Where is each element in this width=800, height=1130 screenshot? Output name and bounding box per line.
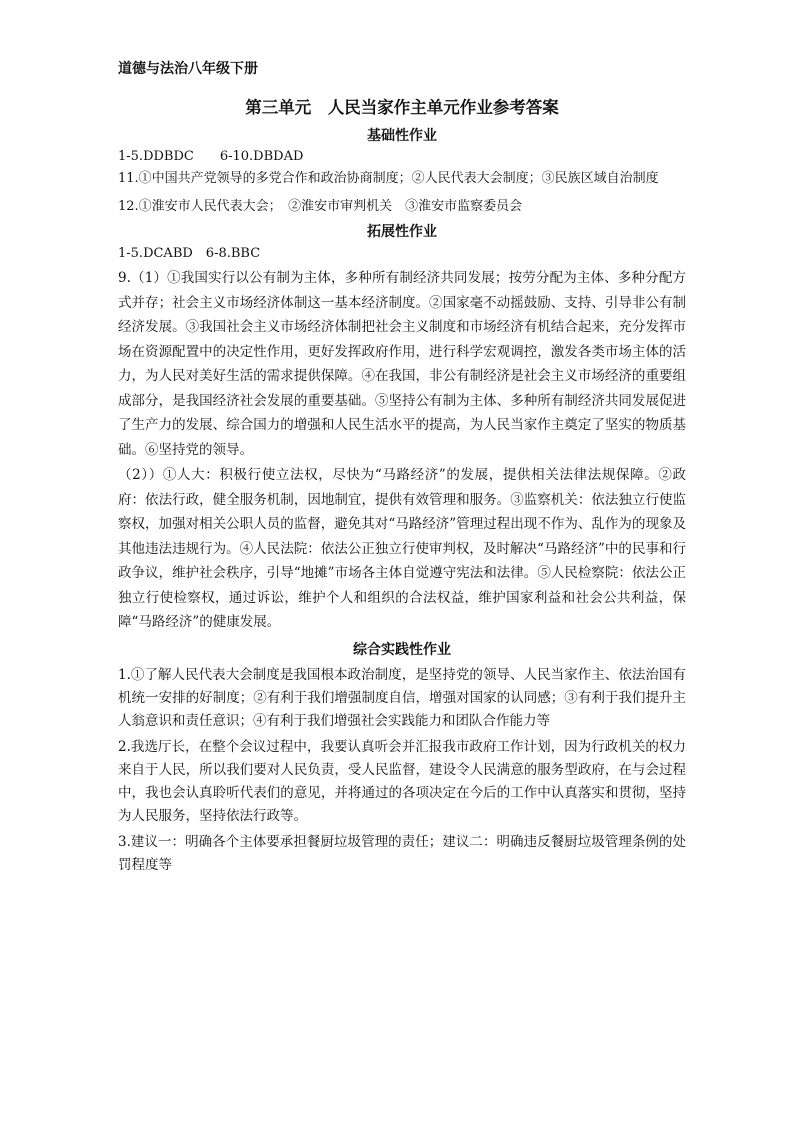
document-title: 第三单元 人民当家作主单元作业参考答案 <box>245 98 559 117</box>
section-extended <box>118 219 686 635</box>
section-heading-extended: 拓展性作业 <box>367 224 437 240</box>
answer-paragraph: 3.建议一：明确各个主体要承担餐厨垃圾管理的责任；建议二：明确违反餐厨垃圾管理条例的处罚程度等 <box>118 833 686 873</box>
section-heading-practice: 综合实践性作业 <box>353 641 451 658</box>
answer-paragraph: 1.①了解人民代表大会制度是我国根本政治制度，是坚持党的领导、人民当家作主、依法治国有机统一安排的好制度；②有利于我们增强制度自信，增强对国家的认同感；③有利于我们提升主人翁意识和责任意识；④有利于我们增强社会实践能力和团队合作能力等 <box>118 666 686 729</box>
section-basic <box>118 123 686 216</box>
section-practice <box>118 637 686 877</box>
section-heading-basic: 基础性作业 <box>367 128 437 144</box>
answer-line: 1-5.DDBDC 6-10.DBDAD <box>118 149 304 164</box>
answer-paragraph: （2））①人大：积极行使立法权，尽快为“马路经济”的发展，提供相关法律法规保障。②政府：依法行政，健全服务机制，因地制宜，提供有效管理和服务。③监察机关：依法独立行使监察权，加强对相关公职人员的监督，避免其对“马路经济”管理过程出现不作为、乱作为的现象及其他违法违规行为。④人民法院：依法公正独立行使审判权，及时解决“马路经济”中的民事和行政争议，维护社会秩序，引导“地摊”市场各主体自觉遵守宪法和法律。⑤人民检察院：依法公正独立行使检察权，通过诉讼，维护个人和组织的合法权益，维护国家利益和社会公共利益，保障“马路经济”的健康发展。 <box>118 467 686 630</box>
answer-paragraph: 2.我选厅长，在整个会议过程中，我要认真听会并汇报我市政府工作计划，因为行政机关的权力来自于人民，所以我们要对人民负责，受人民监督，建设令人民满意的服务型政府，在与会过程中，我也会认真聆听代表们的意见，并将通过的各项决定在今后的工作中认真落实和贯彻，坚持为人民服务，坚持依法行政等。 <box>118 738 686 824</box>
answer-line: 1-5.DCABD 6-8.BBC <box>118 246 261 261</box>
answer-line: 11.①中国共产党领导的多党合作和政治协商制度；②人民代表大会制度；③民族区域自治制度 <box>118 171 659 186</box>
book-header: 道德与法治八年级下册 <box>118 61 258 77</box>
answer-paragraph: 9.（1）①我国实行以公有制为主体，多种所有制经济共同发展；按劳分配为主体、多种分配方式并存；社会主义市场经济体制这一基本经济制度。②国家毫不动摇鼓励、支持、引导非公有制经济发展。③我国社会主义市场经济体制把社会主义制度和市场经济有机结合起来，充分发挥市场在资源配置中的决定性作用，更好发挥政府作用，进行科学宏观调控，激发各类市场主体的活力，为人民对美好生活的需求提供保障。④在我国，非公有制经济是社会主义市场经济的重要组成部分，是我国经济社会发展的重要基础。⑤坚持公有制为主体、多种所有制经济共同发展促进了生产力的发展、综合国力的增强和人民生活水平的提高，为人民当家作主奠定了坚实的物质基础。⑥坚持党的领导。 <box>118 270 686 458</box>
answer-line: 12.①淮安市人民代表大会； ②淮安市审判机关 ③淮安市监察委员会 <box>118 199 523 214</box>
answer-content <box>118 93 686 880</box>
